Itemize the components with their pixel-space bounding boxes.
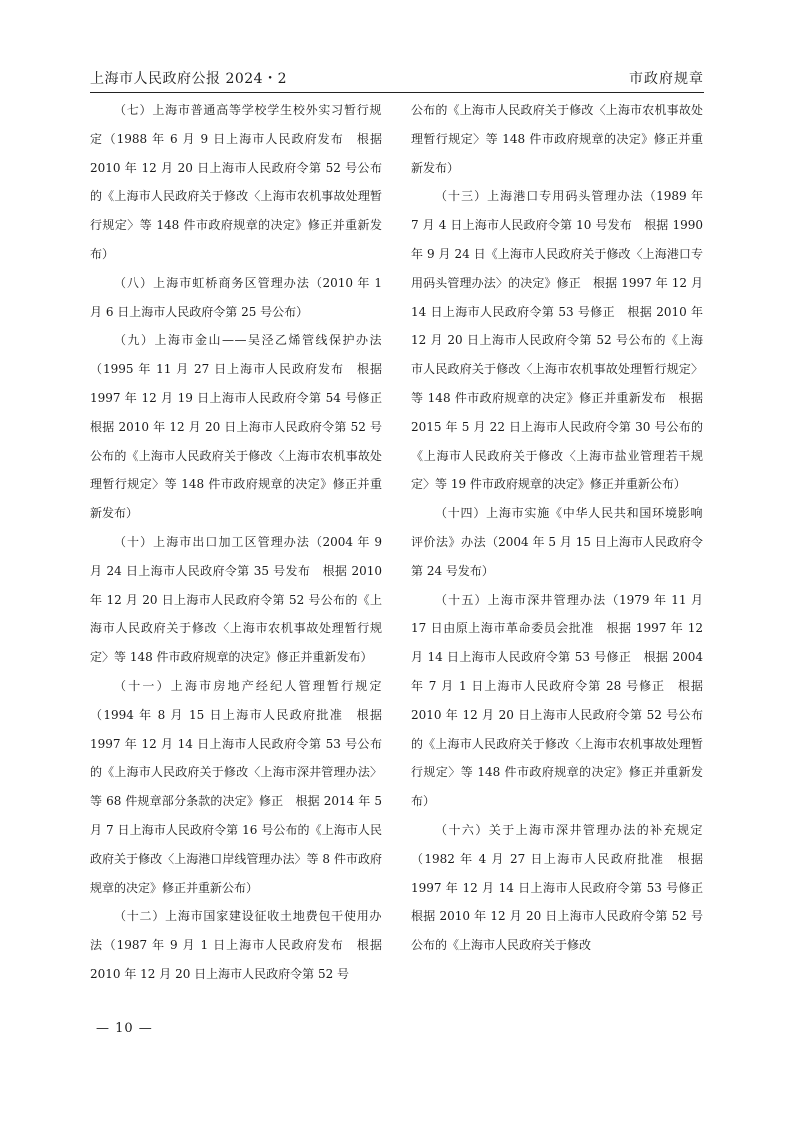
- regulation-title: （十一）上海市房地产经纪人管理暂行规定: [114, 678, 382, 693]
- regulation-title: （九）上海市金山——吴泾乙烯管线保护办法: [114, 333, 382, 348]
- regulation-history: （1979 年 11 月 17 日由原上海市革命委员会批准 根据 1997 年 12 月 14 日上海市人民政府令第 53 号修正 根据 2004 年 7 月 1 日上海市人民政府令第 28 号修正 根据 2010 年 12 月 20 日上海市人民政府令第 52 号公布的《上海市人民政府关于修改〈上海市农机事故处理暂行规定〉等 148 件市政府规章的决定》修正并重新发布）: [411, 592, 703, 809]
- regulation-entry: [411, 182, 703, 499]
- regulation-title: （七）上海市普通高等学校学生校外实习暂行规定: [90, 103, 382, 146]
- regulation-entry: [90, 528, 382, 672]
- regulation-history: 公布的《上海市人民政府关于修改〈上海市农机事故处理暂行规定〉等 148 件市政府规章的决定》修正并重新发布）: [411, 103, 703, 175]
- regulation-history: （1995 年 11 月 27 日上海市人民政府发布 根据1997 年 12 月 19 日上海市人民政府令第 54 号修正 根据 2010 年 12 月 20 日上海市人民政府令第 52 号公布的《上海市人民政府关于修改〈上海市农机事故处理暂行规定〉等 148 件市政府规章的决定》修正并重新发布）: [90, 362, 395, 521]
- regulation-history: （2004 年 5 月 15 日上海市人民政府令第 24 号发布）: [411, 534, 703, 578]
- regulation-title: （十三）上海港口专用码头管理办法: [435, 189, 644, 204]
- regulation-entry: [90, 902, 382, 988]
- regulation-entry: [90, 96, 382, 269]
- page-header: [90, 62, 704, 93]
- journal-title: 上海市人民政府公报 2024・2: [90, 71, 287, 87]
- regulation-entry: [90, 672, 382, 902]
- regulation-entry: [90, 326, 395, 528]
- regulation-title: （十）上海市出口加工区管理办法: [114, 534, 310, 549]
- regulation-history: （1988 年 6 月 9 日上海市人民政府发布 根据 2010 年 12 月 20 日上海市人民政府令第 52 号公布的《上海市人民政府关于修改〈上海市农机事故处理暂行规定〉等 148 件市政府规章的决定》修正并重新发布）: [90, 131, 382, 261]
- regulation-entry: [411, 816, 716, 960]
- regulation-title: （十四）上海市实施《中华人民共和国环境影响评价法》办法: [411, 506, 703, 549]
- regulation-history: （1989 年 7 月 4 日上海市人民政府令第 10 号发布 根据 1990 年 9 月 24 日《上海市人民政府关于修改〈上海港口专用码头管理办法〉的决定》修正 根据 1997 年 12 月 14 日上海市人民政府令第 53 号修正 根据 2010 年 12 月 20 日上海市人民政府令第 52 号公布的《上海市人民政府关于修改〈上海市农机事故处理暂行规定〉等 148 件市政府规章的决定》修正并重新发布 根据 2015 年 5 月 22 日上海市人民政府令第 30 号公布的《上海市人民政府关于修改〈上海市盐业管理若干规定〉等 19 件市政府规章的决定》修正并重新公布）: [411, 189, 703, 492]
- regulation-title: （十六）关于上海市深井管理办法的补充规定: [435, 822, 703, 837]
- page-number: — 10 —: [96, 1021, 153, 1036]
- regulation-history: （2010 年 1 月 6 日上海市人民政府令第 25 号公布）: [90, 275, 382, 319]
- regulation-history: （2004 年 9 月 24 日上海市人民政府令第 35 号发布 根据 2010 年 12 月 20 日上海市人民政府令第 52 号公布的《上海市人民政府关于修改〈上海市农机事故处理暂行规定〉等 148 件市政府规章的决定》修正并重新发布）: [90, 534, 382, 665]
- regulation-title: （十五）上海市深井管理办法: [435, 592, 607, 607]
- continued-paragraph: [411, 96, 703, 182]
- left-column: [90, 96, 395, 989]
- regulation-entry: [411, 499, 703, 585]
- regulation-entry: [411, 586, 703, 816]
- section-title: 市政府规章: [629, 71, 704, 87]
- regulation-title: （八）上海市虹桥商务区管理办法: [114, 275, 310, 290]
- regulation-entry: [90, 269, 382, 327]
- regulation-title: （十二）上海市国家建设征收土地费包干使用办法: [90, 909, 382, 953]
- regulation-history: （1987 年 9 月 1 日上海市人民政府发布 根据 2010 年 12 月 20 日上海市人民政府令第 52 号: [90, 938, 382, 981]
- regulation-history: （1994 年 8 月 15 日上海市人民政府批准 根据 1997 年 12 月 14 日上海市人民政府令第 53 号公布的《上海市人民政府关于修改〈上海市深井管理办法〉等 68 件规章部分条款的决定》修正 根据 2014 年 5 月 7 日上海市人民政府令第 16 号公布的《上海市人民政府关于修改〈上海港口岸线管理办法〉等 8 件市政府规章的决定》修正并重新公布）: [90, 707, 382, 895]
- right-column: [411, 96, 716, 960]
- regulation-history: （1982 年 4 月 27 日上海市人民政府批准 根据 1997 年 12 月 14 日上海市人民政府令第 53 号修正 根据 2010 年 12 月 20 日上海市人民政府令第 52 号公布的《上海市人民政府关于修改: [411, 851, 716, 953]
